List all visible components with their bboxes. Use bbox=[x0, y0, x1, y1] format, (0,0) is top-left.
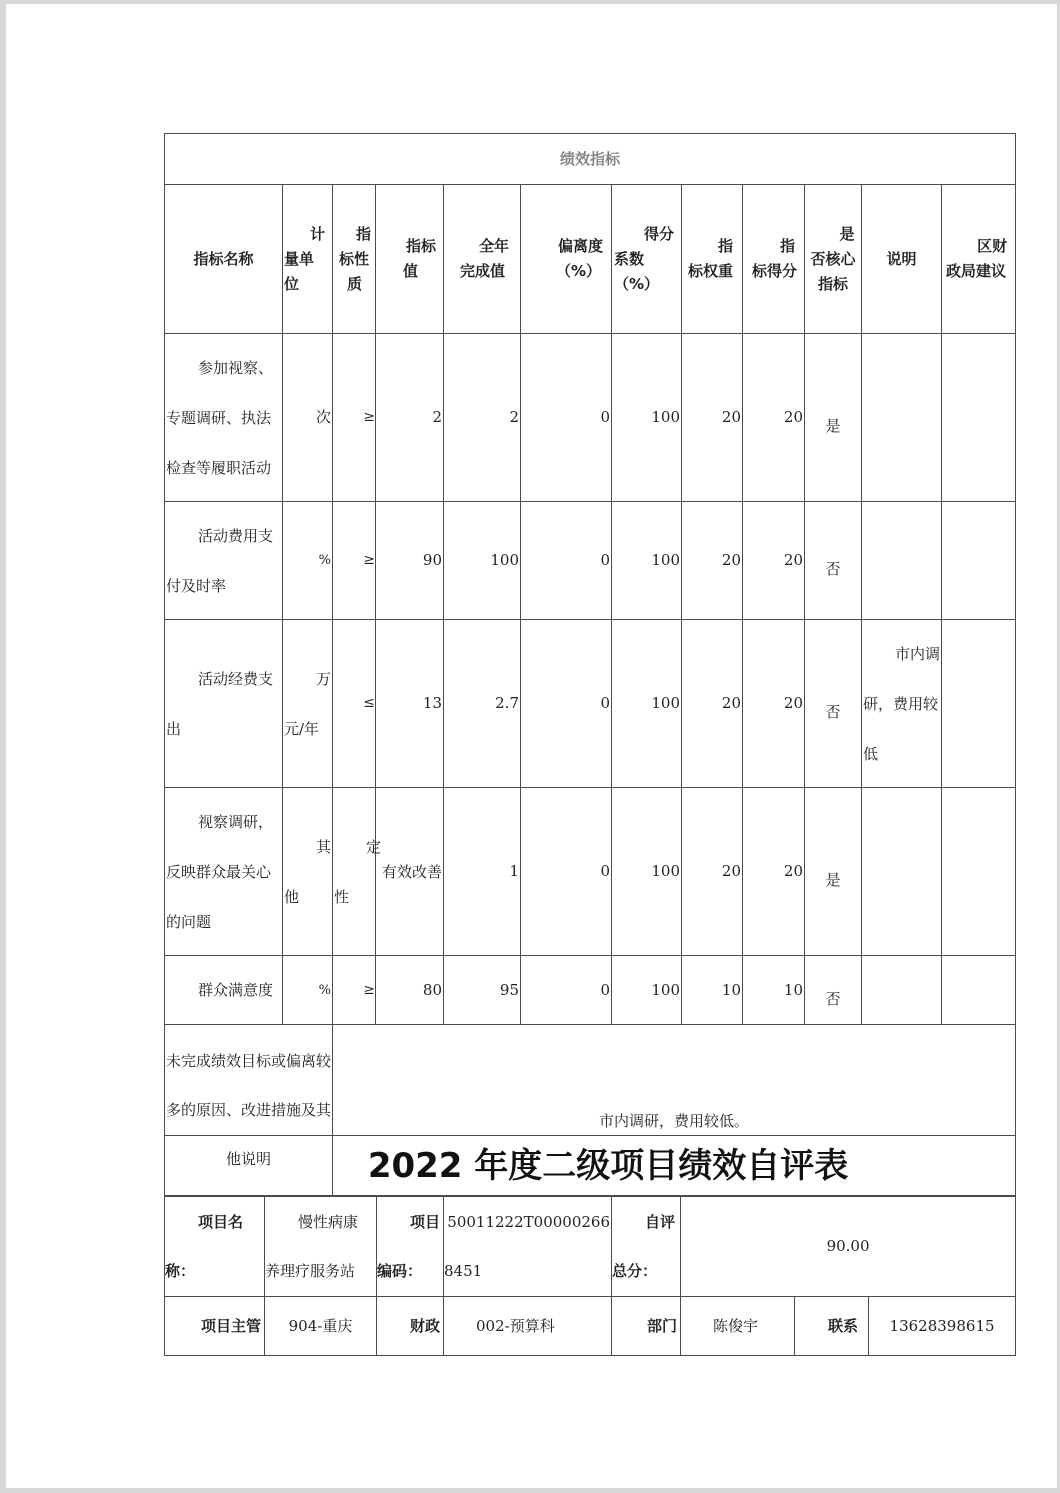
row-annual: 2 bbox=[444, 334, 521, 502]
row-core: 否 bbox=[805, 502, 862, 620]
total-score: 90.00 bbox=[681, 1197, 1016, 1297]
row-coef: 100 bbox=[612, 788, 682, 956]
note-label: 未完成绩效目标或偏离较多的原因、改进措施及其他说明 bbox=[165, 1025, 333, 1196]
row-score: 20 bbox=[743, 334, 805, 502]
row-advice bbox=[942, 788, 1016, 956]
header-weight: 指 标权重 bbox=[682, 185, 743, 334]
row-unit: 其他 bbox=[283, 788, 333, 956]
row-nature: ≥ bbox=[333, 956, 376, 1025]
row-deviation: 0 bbox=[521, 956, 612, 1025]
row-desc bbox=[862, 956, 942, 1025]
finance-value: 002-预算科 bbox=[444, 1297, 612, 1356]
row-value: 80 bbox=[376, 956, 444, 1025]
table-row bbox=[165, 956, 1016, 1025]
row-weight: 20 bbox=[682, 788, 743, 956]
table-title: 绩效指标 bbox=[165, 134, 1016, 185]
row-value: 90 bbox=[376, 502, 444, 620]
header-core: 是 否核心 指标 bbox=[805, 185, 862, 334]
row-nature: ≥ bbox=[333, 334, 376, 502]
project-code-label: 项目 编码： bbox=[377, 1197, 444, 1297]
note-value: 市内调研，费用较低。 bbox=[333, 1025, 1016, 1196]
self-evaluation-table bbox=[164, 1135, 1016, 1356]
row-unit: 次 bbox=[283, 334, 333, 502]
header-score: 指 标得分 bbox=[743, 185, 805, 334]
project-info-row bbox=[165, 1197, 1016, 1297]
row-weight: 20 bbox=[682, 620, 743, 788]
row-coef: 100 bbox=[612, 502, 682, 620]
project-name: 慢性病康 养理疗服务站 bbox=[265, 1197, 377, 1297]
row-annual: 100 bbox=[444, 502, 521, 620]
header-coef: 得分 系数（%） bbox=[612, 185, 682, 334]
row-unit: % bbox=[283, 956, 333, 1025]
row-annual: 1 bbox=[444, 788, 521, 956]
row-core: 是 bbox=[805, 334, 862, 502]
row-unit: 万元/年 bbox=[283, 620, 333, 788]
row-name: 群众满意度 bbox=[165, 956, 283, 1025]
supervisor-label: 项目主管 bbox=[165, 1297, 265, 1356]
document-page bbox=[6, 4, 1057, 1488]
row-name: 活动经费支出 bbox=[165, 620, 283, 788]
row-coef: 100 bbox=[612, 956, 682, 1025]
header-unit: 计 量单位 bbox=[283, 185, 333, 334]
row-value: 有效改善 bbox=[376, 788, 444, 956]
row-desc bbox=[862, 788, 942, 956]
row-weight: 20 bbox=[682, 334, 743, 502]
row-annual: 95 bbox=[444, 956, 521, 1025]
project-code: 50011222T00000266 8451 bbox=[444, 1197, 612, 1297]
table-row bbox=[165, 334, 1016, 502]
row-deviation: 0 bbox=[521, 502, 612, 620]
dept-label: 部门 bbox=[612, 1297, 681, 1356]
project-supervisor-row bbox=[165, 1297, 1016, 1356]
row-deviation: 0 bbox=[521, 334, 612, 502]
row-score: 20 bbox=[743, 502, 805, 620]
header-value: 指标 值 bbox=[376, 185, 444, 334]
contact-label: 联系 bbox=[795, 1297, 869, 1356]
row-value: 2 bbox=[376, 334, 444, 502]
row-score: 20 bbox=[743, 788, 805, 956]
supervisor-value: 904-重庆 bbox=[265, 1297, 377, 1356]
dept-value: 陈俊宇 bbox=[681, 1297, 795, 1356]
row-advice bbox=[942, 620, 1016, 788]
header-row bbox=[165, 185, 1016, 334]
page-title: 2022 年度二级项目绩效自评表 bbox=[165, 1136, 1016, 1197]
row-deviation: 0 bbox=[521, 788, 612, 956]
row-core: 否 bbox=[805, 620, 862, 788]
row-annual: 2.7 bbox=[444, 620, 521, 788]
row-desc: 市内调研，费用较低 bbox=[862, 620, 942, 788]
table-row bbox=[165, 502, 1016, 620]
row-advice bbox=[942, 334, 1016, 502]
row-unit: % bbox=[283, 502, 333, 620]
project-name-label: 项目名 称： bbox=[165, 1197, 265, 1297]
row-advice bbox=[942, 956, 1016, 1025]
row-coef: 100 bbox=[612, 334, 682, 502]
performance-indicator-table bbox=[164, 133, 1016, 1196]
contact-value: 13628398615 bbox=[869, 1297, 1016, 1356]
row-nature: ≤ bbox=[333, 620, 376, 788]
row-weight: 10 bbox=[682, 956, 743, 1025]
row-weight: 20 bbox=[682, 502, 743, 620]
row-score: 20 bbox=[743, 620, 805, 788]
row-deviation: 0 bbox=[521, 620, 612, 788]
row-value: 13 bbox=[376, 620, 444, 788]
row-coef: 100 bbox=[612, 620, 682, 788]
row-desc bbox=[862, 334, 942, 502]
row-score: 10 bbox=[743, 956, 805, 1025]
row-core: 否 bbox=[805, 956, 862, 1025]
finance-label: 财政 bbox=[377, 1297, 444, 1356]
header-name: 指标名称 bbox=[165, 185, 283, 334]
row-nature: 定性 bbox=[333, 788, 376, 956]
row-desc bbox=[862, 502, 942, 620]
row-advice bbox=[942, 502, 1016, 620]
header-annual: 全年 完成值 bbox=[444, 185, 521, 334]
row-name: 活动费用支付及时率 bbox=[165, 502, 283, 620]
total-score-label: 自评 总分： bbox=[612, 1197, 681, 1297]
header-deviation: 偏离度 （%） bbox=[521, 185, 612, 334]
row-name: 参加视察、专题调研、执法检查等履职活动 bbox=[165, 334, 283, 502]
row-nature: ≥ bbox=[333, 502, 376, 620]
header-desc: 说明 bbox=[862, 185, 942, 334]
header-advice: 区财 政局建议 bbox=[942, 185, 1016, 334]
table-row bbox=[165, 620, 1016, 788]
header-nature: 指 标性 质 bbox=[333, 185, 376, 334]
table-row bbox=[165, 788, 1016, 956]
row-core: 是 bbox=[805, 788, 862, 956]
row-name: 视察调研，反映群众最关心的问题 bbox=[165, 788, 283, 956]
